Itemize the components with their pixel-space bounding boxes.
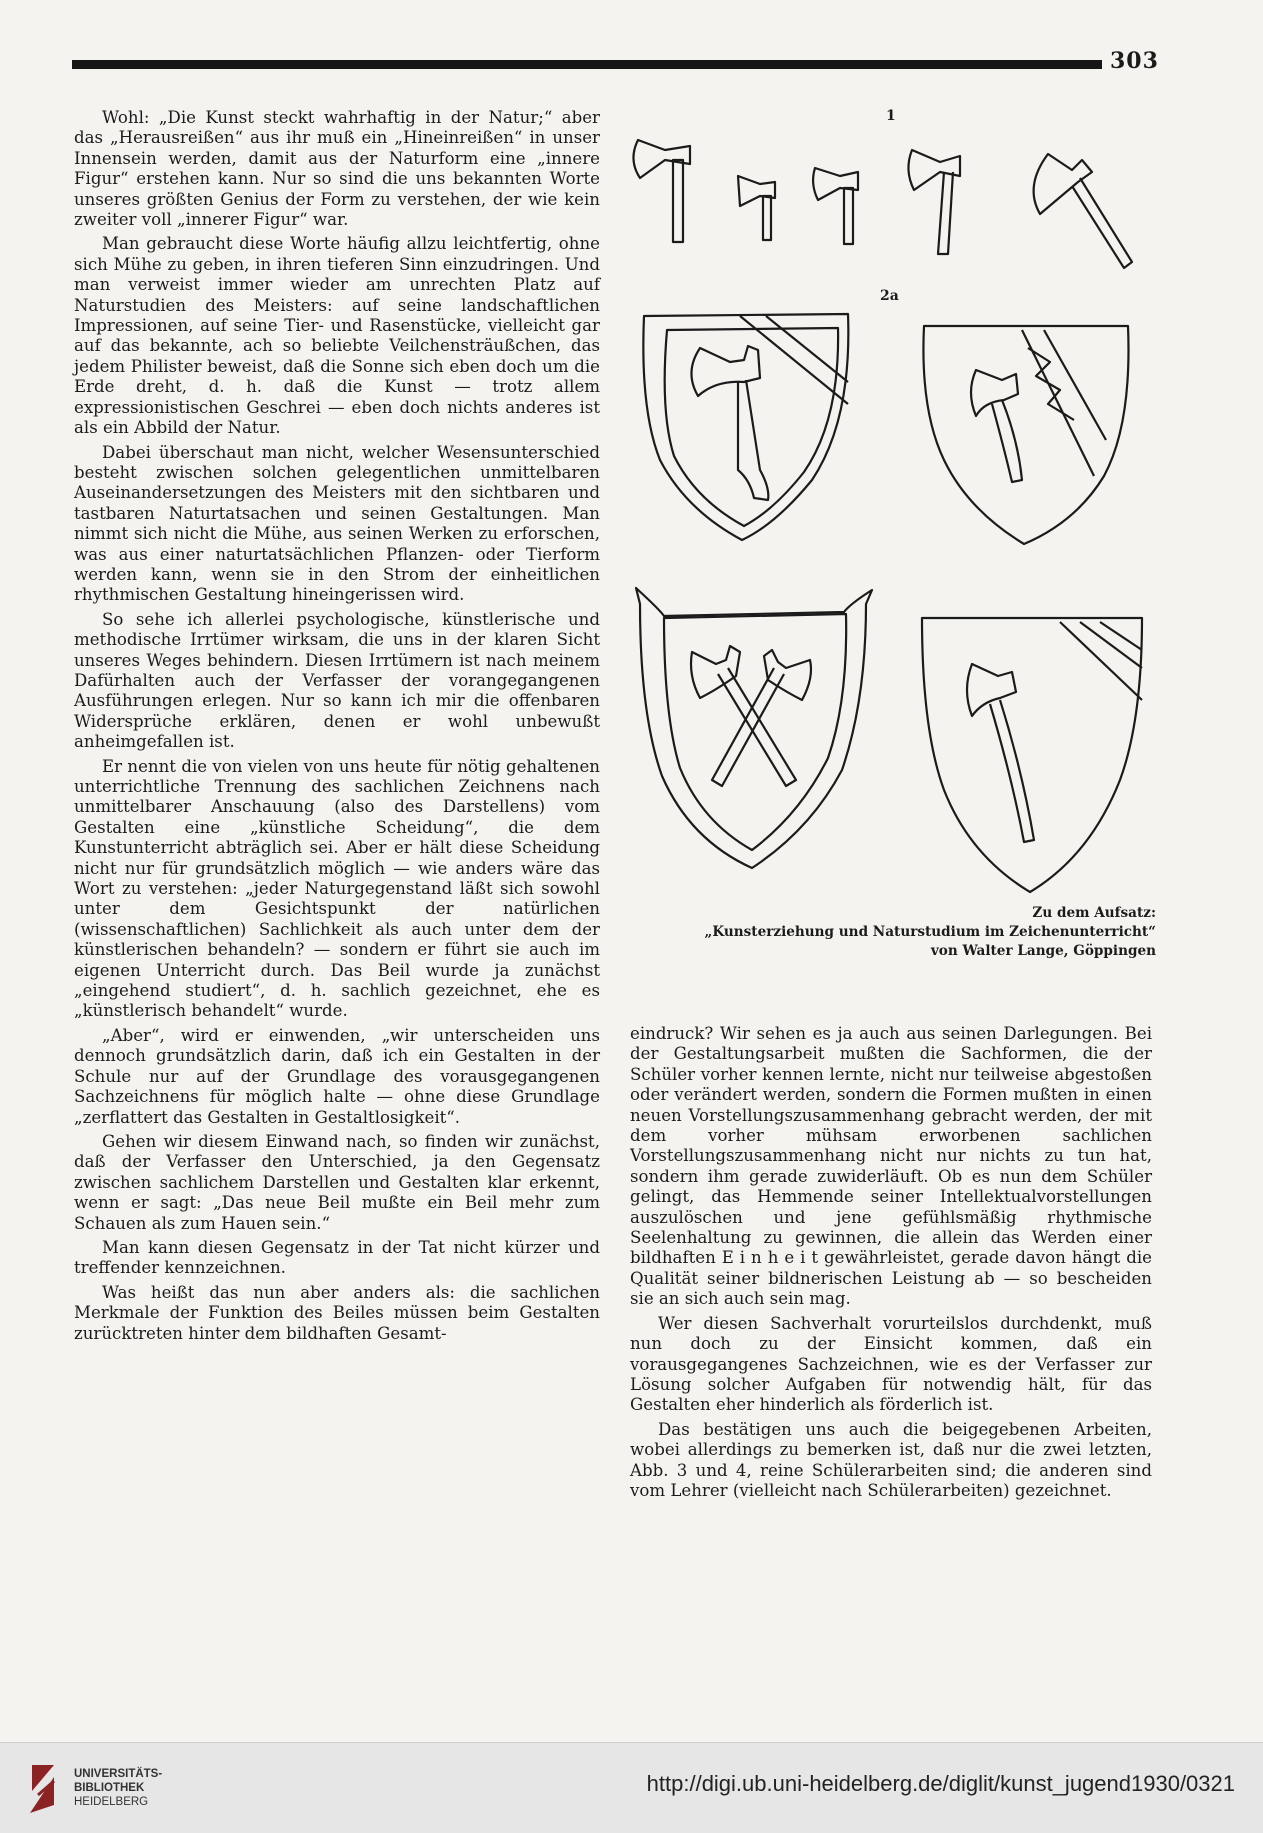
paragraph: So sehe ich allerlei psychologische, künstlerische und methodische Irrtümer wirksam, die uns in der klaren Sicht unseres Weges behindern. Diesen Irrtümern ist nach meinem Dafürhalten auch der Verfasser der vorangegangenen Ausführungen erlegen. Nur so kann ich mir die offenbaren Widersprüche erklären, denen er wohl unbewußt anheimgefallen ist.: [74, 609, 600, 752]
library-logo-icon: [24, 1761, 64, 1817]
paragraph: Dabei überschaut man nicht, welcher Wesensunterschied besteht zwischen solchen gelegentlichen unmittelbaren Auseinandersetzungen des Meisters mit den sichtbaren und tastbaren Naturtatsachen und seinen Gestaltungen. Man nimmt sich nicht die Mühe, aus seinen Werken zu erforschen, was aus einer naturtatsächlichen Pflanzen- oder Tierform werden kann, wenn sie in den Strom der einheitlichen rhythmischen Gestaltung hineingerissen wird.: [74, 442, 600, 605]
shield-drawing: [636, 588, 872, 868]
paragraph: Man kann diesen Gegensatz in der Tat nicht kürzer und treffender kennzeichnen.: [74, 1237, 600, 1278]
right-column: [630, 1024, 1152, 1505]
library-name-line: UNIVERSITÄTS-: [74, 1768, 163, 1780]
paragraph: Wohl: „Die Kunst steckt wahrhaftig in der Natur;“ aber das „Herausreißen“ aus ihr muß ein „Hineinreißen“ in unser Innensein werden, damit aus der Naturform eine „innere Figur“ erstehen kann. Nur so sind die uns bekannten Worte unseres größten Genius der Form zu verstehen, der wie kein zweiter voll „innerer Figur“ war.: [74, 108, 600, 230]
axe-drawing: [633, 140, 690, 242]
axe-drawing: [908, 150, 960, 254]
library-name-line: BIBLIOTHEK: [74, 1782, 145, 1794]
shield-drawing: [643, 314, 848, 540]
figure-caption: [640, 904, 1156, 961]
library-footer: [0, 1742, 1263, 1833]
paragraph: Er nennt die von vielen von uns heute für nötig gehaltenen unterrichtliche Trennung des sachlichen Zeichnens nach unmittelbarer Anschauung (also des Darstellens) vom Gestalten eine „künstliche Scheidung“, die dem Kunstunterricht abträglich sei. Aber er hält diese Scheidung nicht nur für grundsätzlich möglich — wie anders wäre das Wort zu verstehen: „jeder Naturgegenstand läßt sich sowohl unter dem Gesichtspunkt der natürlichen (wissenschaftlichen) Sachlichkeit als auch unter dem der künstlerischen behandeln? — sondern er führt sie auch im eigenen Unterricht durch. Das Beil wurde ja zunächst „eingehend studiert“, d. h. sachlich gezeichnet, ehe es „künstlerisch behandelt“ wurde.: [74, 756, 600, 1021]
shield-drawing: [923, 326, 1128, 544]
paragraph: Das bestätigen uns auch die beigegebenen Arbeiten, wobei allerdings zu bemerken ist, daß nur die zwei letzten, Abb. 3 und 4, reine Schülerarbeiten sind; die anderen sind vom Lehrer (vielleicht nach Schülerarbeiten) gezeichnet.: [630, 1419, 1152, 1500]
paragraph: Wer diesen Sachverhalt vorurteilslos durchdenkt, muß nun doch zu der Einsicht kommen, daß ein vorausgegangenes Sachzeichnen, wie es der Verfasser zur Lösung solcher Aufgaben für notwendig hält, für das Gestalten eher hinderlich als förderlich ist.: [630, 1313, 1152, 1415]
figure-label: 1: [886, 108, 896, 124]
paragraph: Was heißt das nun aber anders als: die sachlichen Merkmale der Funktion des Beiles müssen beim Gestalten zurücktreten hinter dem bildhaften Gesamt-: [74, 1282, 600, 1343]
paragraph: eindruck? Wir sehen es ja auch aus seinen Darlegungen. Bei der Gestaltungsarbeit mußten die Sachformen, die der Schüler vorher kennen lernte, nicht nur teilweise abgestoßen oder verändert werden, sondern die Formen mußten in einen neuen Vorstellungszusammenhang gebracht werden, der mit dem vorher mühsam erworbenen sachlichen Vorstellungszusammenhang nicht nur nichts zu tun hat, sondern ihm gerade zuwiderläuft. Ob es nun dem Schüler gelingt, das Hemmende seiner Intellektualvorstellungen auszulöschen und jene gefühlsmäßig rhythmische Seelenhaltung zu gewinnen, die allein das Werden einer bildhaften E i n h e i t gewährleistet, gerade davon hängt die Qualität seiner bildnerischen Leistung ab — so bescheiden sie an sich auch sein mag.: [630, 1024, 1152, 1309]
paragraph: „Aber“, wird er einwenden, „wir unterscheiden uns dennoch grundsätzlich darin, daß ich ein Gestalten in der Schule nur auf der Grundlage des vorausgegangenen Sachzeichnens für möglich halte — ohne diese Grundlage „zerflattert das Gestalten in Gestaltlosigkeit“.: [74, 1025, 600, 1127]
axe-drawing: [1034, 154, 1132, 268]
caption-line: „Kunsterziehung und Naturstudium im Zeichenunterricht“: [704, 924, 1156, 940]
library-name-line: HEIDELBERG: [74, 1796, 149, 1808]
paragraph: Gehen wir diesem Einwand nach, so finden wir zunächst, daß der Verfasser den Unterschied, ja den Gegensatz zwischen sachlichem Darstellen und Gestalten klar erkennt, wenn er sagt: „Das neue Beil mußte ein Beil mehr zum Schauen als zum Hauen sein.“: [74, 1131, 600, 1233]
source-url-link[interactable]: http://digi.ub.uni-heidelberg.de/diglit/kunst_jugend1930/0321: [646, 1771, 1235, 1796]
axe-illustrations: [0, 0, 1263, 900]
library-name: [74, 1767, 162, 1809]
caption-line: von Walter Lange, Göppingen: [930, 943, 1156, 959]
axe-drawing: [738, 176, 775, 240]
caption-line: Zu dem Aufsatz:: [1032, 905, 1156, 921]
shield-drawing: [922, 618, 1142, 892]
paragraph: Man gebraucht diese Worte häufig allzu leichtfertig, ohne sich Mühe zu geben, in ihren tieferen Sinn einzudringen. Und man verweist immer wieder am unrechten Platz auf Naturstudien des Meisters: auf seine landschaftlichen Impressionen, auf seine Tier- und Rasenstücke, vielleicht gar auf das bekannte, ach so beliebte Veilchensträußchen, das jedem Philister beweist, daß die Sonne sich eben doch um die Erde dreht, d. h. daß die Kunst — trotz allem expressionistischen Geschrei — eben doch nichts anderes ist als ein Abbild der Natur.: [74, 234, 600, 438]
figure-label: 2a: [880, 288, 899, 304]
axe-drawing: [813, 168, 858, 244]
page-number: 303: [1110, 48, 1159, 74]
